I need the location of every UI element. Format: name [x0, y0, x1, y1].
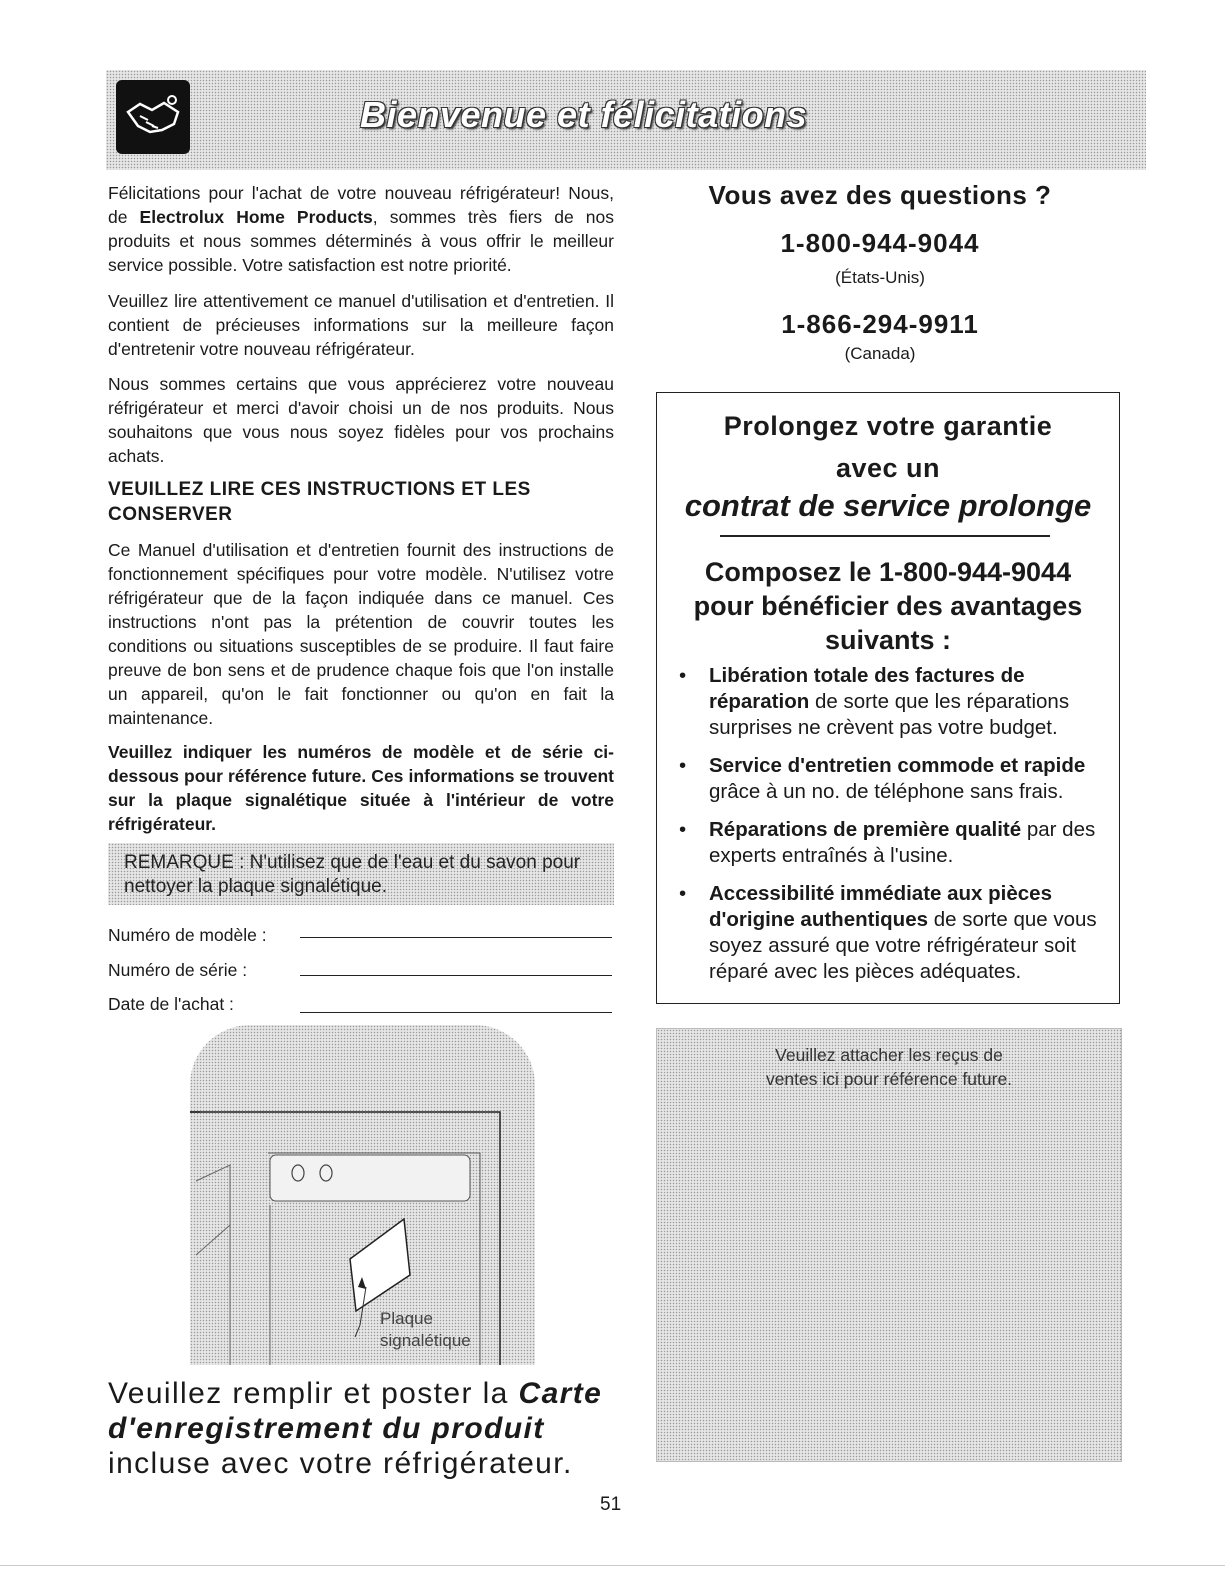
bottom-rule: [0, 1565, 1225, 1566]
purchase-date-line[interactable]: [300, 1012, 612, 1013]
phone-us[interactable]: 1-800-944-9044: [780, 228, 980, 258]
phone-us-label: (États-Unis): [835, 268, 925, 287]
purchase-date-label: Date de l'achat :: [108, 994, 234, 1014]
page-number: 51: [600, 1494, 622, 1515]
questions-heading: Vous avez des questions ?: [708, 180, 1052, 210]
serial-plate-illustration: [190, 1025, 535, 1365]
plate-label-line2: signalétique: [380, 1331, 471, 1350]
serial-number-line[interactable]: [300, 975, 612, 976]
instructions-body: Ce Manuel d'utilisation et d'entretien fournit des instructions de fonctionnement spécifiques pour votre modèle. N'utilisez votre réfrigérateur que de la façon indiquée dans ce manuel. Ces instructions n'ont pas la prétention de couvrir toutes les conditions ou situations susceptibles de se produire. Il faut faire preuve de bon sens et de prudence chaque fois que l'on installe un appareil, qu'on le fait fonctionner ou qu'on en fait la maintenance.: [108, 540, 614, 728]
intro-paragraph-1: Félicitations pour l'achat de votre nouveau réfrigérateur! Nous, de Electrolux Home Products, sommes très fiers de nos produits et nous sommes déterminés à vous offrir le meilleur service possible. Votre satisfaction est notre priorité.: [108, 183, 614, 275]
receipt-note: [657, 1043, 1121, 1091]
warranty-line1: Prolongez votre garantie: [723, 411, 1053, 441]
page-title: Bienvenue et félicitations: [360, 94, 808, 135]
warranty-box: [656, 392, 1120, 1004]
list-item: • Libération totale des factures de réparation de sorte que les réparations surprises ne crèvent pas votre budget.: [679, 664, 1070, 739]
warranty-contract-title: contrat de service prolonge: [684, 488, 1092, 523]
remark-box: [108, 843, 614, 905]
instructions-heading: VEUILLEZ LIRE CES INSTRUCTIONS ET LES CONSERVER: [108, 479, 531, 525]
list-item: • Accessibilité immédiate aux pièces d'origine authentiques de sorte que vous soyez assuré que votre réfrigérateur soit réparé avec les pièces adéquates.: [679, 882, 1097, 983]
list-item: • Service d'entretien commode et rapide grâce à un no. de téléphone sans frais.: [679, 754, 1086, 803]
remark-text: REMARQUE : N'utilisez que de l'eau et du savon pour nettoyer la plaque signalétique.: [124, 852, 581, 897]
warranty-line2: avec un: [835, 453, 941, 483]
model-number-line[interactable]: [300, 937, 612, 938]
divider: [720, 535, 1050, 537]
intro-paragraph-2: Veuillez lire attentivement ce manuel d'utilisation et d'entretien. Il contient de précieuses informations sur la meilleure façon d'entretenir votre nouveau réfrigérateur.: [108, 291, 614, 359]
list-item: • Réparations de première qualité par des experts entraînés à l'usine.: [679, 818, 1096, 867]
phone-canada[interactable]: 1-866-294-9911: [781, 309, 979, 339]
receipt-note-line2: ventes ici pour référence future.: [765, 1069, 1013, 1089]
serial-number-label: Numéro de série :: [108, 960, 248, 980]
intro-paragraph-3: Nous sommes certains que vous apprécierez votre nouveau réfrigérateur et merci d'avoir choisi un de nos produits. Nous souhaitons que vous nous soyez fidèles pour vos prochains achats.: [108, 374, 614, 466]
benefits-list: [679, 663, 1109, 997]
call-line3: suivants :: [824, 625, 952, 655]
plate-label: [380, 1308, 471, 1352]
call-line1: Composez le 1-800-944-9044: [704, 557, 1072, 587]
receipt-note-line1: Veuillez attacher les reçus de: [775, 1045, 1003, 1065]
plate-label-line1: Plaque: [380, 1309, 433, 1328]
handshake-icon: [116, 80, 190, 154]
receipt-area: [656, 1028, 1122, 1462]
model-number-label: Numéro de modèle :: [108, 925, 267, 945]
phone-canada-label: (Canada): [844, 344, 916, 363]
call-line2: pour bénéficier des avantages: [693, 591, 1083, 621]
record-note: Veuillez indiquer les numéros de modèle et de série ci-dessous pour référence future. Ces informations se trouvent sur la plaque signalétique située à l'intérieur de votre réfrigérateur.: [108, 742, 614, 834]
registration-note: Veuillez remplir et poster la Carte d'enregistrement du produit incluse avec votre réfrigérateur.: [108, 1377, 603, 1480]
